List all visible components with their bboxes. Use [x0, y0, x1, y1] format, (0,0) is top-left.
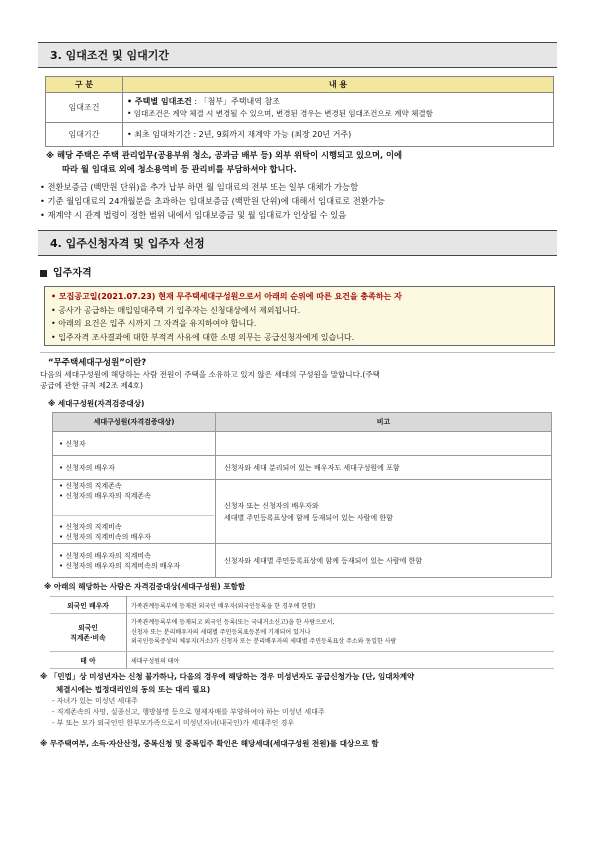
box-line: • 입주자격 조사결과에 대한 부적격 사유에 대한 소명 의무는 공급신청자에게 있습니다.	[51, 332, 355, 342]
management-note	[46, 148, 556, 176]
note-line: ※ 해당 주택은 주택 관리업무(공용부위 청소, 공과금 배부 등) 외부 위탁이 시행되고 있으며, 이에	[46, 150, 403, 160]
member-cell: • 신청자의 배우자	[53, 456, 216, 480]
minor-line: 체결시에는 법정대리인의 동의 또는 대리 필요)	[56, 685, 211, 694]
include-line: 신청자 또는 분리배우자의 세대별 주민등록표등본에 기재되어 있거나	[131, 628, 311, 636]
remark-cell: 신청자와 세대 분리되어 있는 배우자도 세대구성원에 포함	[216, 456, 552, 480]
square-bullet-icon	[40, 270, 47, 277]
include-label: 외국인 직계존·비속	[50, 614, 127, 652]
subheading	[40, 264, 92, 279]
definition-title: “무주택세대구성원”이란?	[48, 358, 147, 368]
member-line: • 신청자의 직계존속	[59, 482, 122, 490]
minor-line: ※ 「민법」상 미성년자는 신청 불가하나, 다음의 경우에 해당하는 경우 미성년자도 공급신청가능 (단, 임대차계약	[40, 672, 415, 681]
remark-line: 세대별 주민등록표상에 함께 등재되어 있는 사람에 한함	[224, 513, 393, 522]
include-title: ※ 아래의 해당하는 사람은 자격검증대상(세대구성원) 포함함	[44, 582, 246, 591]
definition-text	[40, 369, 555, 391]
row-text: • 임대조건은 계약 체결 시 변경될 수 있으며, 변경된 경우는 변경된 임대조건으로 계약 체결함	[127, 108, 433, 118]
eligibility-box	[44, 286, 555, 346]
include-text: 세대구성원의 태아	[127, 652, 555, 669]
bullet-item: • 재계약 시 관계 법령이 정한 범위 내에서 임대보증금 및 월 임대료가 인상될 수 있음	[40, 210, 347, 220]
household-members-table	[52, 412, 552, 578]
include-label: 외국인 배우자	[50, 597, 127, 614]
include-line: 외국인등록증상의 체류지(거소)가 신청자 또는 분리배우자의 세대별 주민등록표상 주소와 동일한 사람	[131, 638, 397, 646]
included-persons-table	[50, 596, 554, 669]
section3-title: 3. 임대조건 및 임대기간	[38, 42, 557, 68]
member-line: • 신청자의 배우자의 직계존속	[59, 492, 151, 500]
list-item: - 직계존속의 사망, 실종신고, 행방불명 등으로 형제자매를 부양하여야 하는 미성년 세대주	[52, 708, 325, 716]
row-label: 임대기간	[46, 123, 123, 147]
section3-bullets	[40, 180, 555, 222]
subheading-label: 입주자격	[53, 268, 92, 279]
note-line: 따라 월 임대료 외에 청소용역비 등 관리비를 부담하셔야 합니다.	[62, 164, 297, 174]
member-cell: • 신청자	[53, 432, 216, 456]
member-line: • 신청자의 직계비속	[59, 523, 122, 531]
member-line: • 신청자의 직계비속의 배우자	[59, 533, 151, 541]
table-header: 내 용	[123, 77, 554, 93]
include-line: 가족관계등록부에 등재되고 외국인 등록(또는 국내거소신고)을 한 사람으로서,	[131, 619, 335, 627]
bullet-item: • 기준 월임대료의 24개월분을 초과하는 임대보증금 (백만원 단위)에 대해서 임대료로 전환가능	[40, 196, 385, 206]
final-note: ※ 무주택여부, 소득·자산산정, 중복신청 및 중복입주 확인은 해당세대(세대구성원 전원)를 대상으로 함	[40, 739, 379, 748]
include-text: 가족관계등록부에 등재된 외국인 배우자(외국인등록을 한 경우에 한함)	[127, 597, 555, 614]
bullet-item: • 전환보증금 (백만원 단위)을 추가 납부 하면 월 임대료의 전부 또는 일부 대체가 가능함	[40, 182, 359, 192]
minor-list	[52, 696, 552, 729]
rental-conditions-table: 구 분 내 용 임대조건 • 주택별 임대조건 : 「첨부」주택내역 참조 • 임대조건은 계약 체결 시 변경될 수 있으며, 변경된 경우는 변경된 임대조건으로 계약 체결함 임대기간 • 최초 임대차기간 : 2년, 9회까지 재계약 가능 (최장 20년 거주)	[45, 76, 554, 147]
row-text: • 최초 임대차기간 : 2년, 9회까지 재계약 가능 (최장 20년 거주)	[123, 123, 554, 147]
list-item: - 부 또는 모가 외국인인 한부모가족으로서 미성년자녀(내국인)가 세대주인 경우	[52, 719, 295, 727]
minor-note	[40, 670, 555, 696]
member-line: • 신청자의 배우자의 직계비속의 배우자	[59, 561, 181, 570]
row-bold: 주택별 임대조건	[134, 96, 192, 106]
table-header: 구 분	[46, 77, 123, 93]
table-header: 세대구성원(자격검증대상)	[53, 413, 216, 432]
members-title: ※ 세대구성원(자격검증대상)	[48, 399, 145, 408]
row-text: : 「첨부」주택내역 참조	[191, 96, 280, 106]
include-label: 태 아	[50, 652, 127, 669]
box-line: • 모집공고일(2021.07.23) 현재 무주택세대구성원으로서 아래의 순위에 따른 요건을 충족하는 자	[51, 292, 402, 301]
definition-line: 다음의 세대구성원에 해당하는 사람 전원이 주택을 소유하고 있지 않은 세대의 구성원을 말합니다.(주택	[40, 370, 381, 379]
row-label: 임대조건	[46, 93, 123, 123]
definition-line: 공급에 관한 규칙 제2조 제4호)	[40, 381, 143, 390]
table-header: 비고	[216, 413, 552, 432]
section4-title: 4. 입주신청자격 및 입주자 선정	[38, 230, 557, 256]
member-line: • 신청자의 배우자의 직계비속	[59, 551, 151, 560]
box-line: • 공사가 공급하는 매입임대주택 기 입주자는 신청대상에서 제외됩니다.	[51, 305, 301, 315]
box-line: • 아래의 요건은 입주 시까지 그 자격을 유지하여야 합니다.	[51, 319, 257, 328]
remark-cell: 신청자와 세대별 주민등록표상에 함께 등재되어 있는 사람에 한함	[216, 544, 552, 578]
remark-line: 신청자 또는 신청자의 배우자와	[224, 501, 319, 510]
list-item: - 자녀가 있는 미성년 세대주	[52, 697, 138, 705]
